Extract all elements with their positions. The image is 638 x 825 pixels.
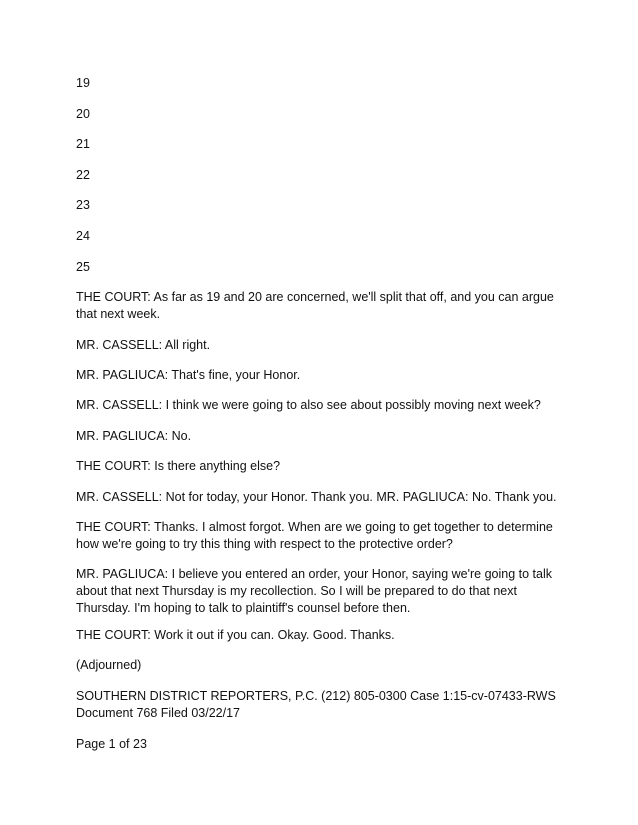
- transcript-paragraph: MR. PAGLIUCA: That's fine, your Honor.: [76, 368, 301, 382]
- transcript-paragraph: MR. CASSELL: All right.: [76, 338, 211, 352]
- line-number: 21: [76, 137, 90, 151]
- transcript-paragraph: (Adjourned): [76, 658, 142, 672]
- transcript-paragraph: MR. PAGLIUCA: No.: [76, 429, 192, 443]
- line-number: 22: [76, 168, 90, 182]
- line-number: 24: [76, 229, 90, 243]
- transcript-paragraph: MR. PAGLIUCA: I believe you entered an order, your Honor, saying we're going to talk about that next Thursday is my recollection. So I will be prepared to do that next Thursday. I'm hoping to talk to plaintiff's counsel before then.: [76, 567, 553, 615]
- line-number: 23: [76, 198, 90, 212]
- transcript-paragraph: THE COURT: Work it out if you can. Okay. Good. Thanks.: [76, 628, 395, 642]
- transcript-paragraph: MR. CASSELL: I think we were going to also see about possibly moving next week?: [76, 398, 541, 412]
- transcript-paragraph: THE COURT: Is there anything else?: [76, 459, 281, 473]
- line-number: 20: [76, 107, 90, 121]
- page-number: Page 1 of 23: [76, 737, 147, 751]
- line-number: 19: [76, 76, 90, 90]
- transcript-paragraph: THE COURT: As far as 19 and 20 are concerned, we'll split that off, and you can argue that next week.: [76, 290, 554, 321]
- footer-reporter-info: SOUTHERN DISTRICT REPORTERS, P.C. (212) 805-0300 Case 1:15-cv-07433-RWS Document 768 Filed 03/22/17: [76, 689, 556, 720]
- transcript-paragraph: THE COURT: Thanks. I almost forgot. When are we going to get together to determine how we're going to try this thing with respect to the protective order?: [76, 520, 553, 551]
- transcript-paragraph: MR. CASSELL: Not for today, your Honor. Thank you. MR. PAGLIUCA: No. Thank you.: [76, 490, 557, 504]
- line-number: 25: [76, 260, 90, 274]
